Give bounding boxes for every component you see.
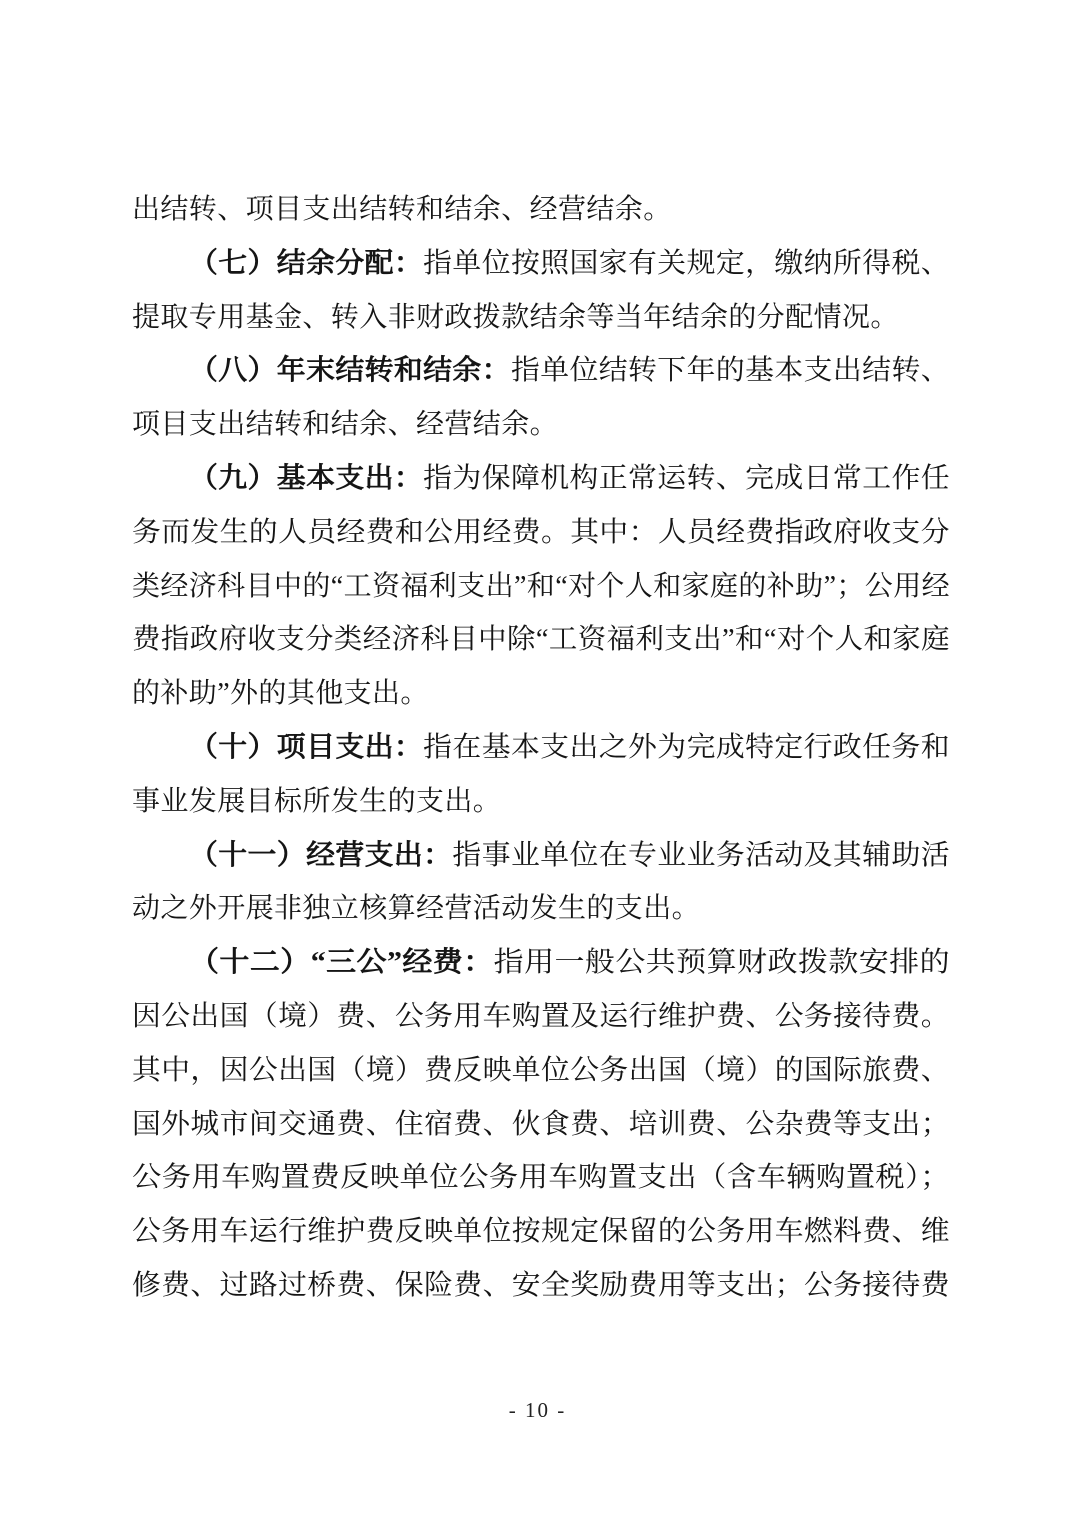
text-line xyxy=(132,1098,950,1152)
text-line-content xyxy=(132,613,950,667)
text-line-content xyxy=(132,1151,950,1205)
paragraph xyxy=(132,183,950,237)
text-line xyxy=(132,452,950,506)
paragraph-text: 公务用车运行维护费反映单位按规定保留的公务用车燃料费、维 xyxy=(132,1216,950,1248)
paragraph-lead: （十一）经营支出： xyxy=(189,839,453,871)
text-line-content xyxy=(132,1205,950,1259)
text-line-content xyxy=(189,936,950,990)
text-line xyxy=(132,1044,950,1098)
text-line-content xyxy=(132,1044,950,1098)
paragraph-text: 指单位按照国家有关规定，缴纳所得税、 xyxy=(423,247,951,279)
text-line-content xyxy=(132,1259,950,1313)
paragraph-text: 费指政府收支分类经济科目中除“工资福利支出”和“对个人和家庭 xyxy=(132,624,950,656)
text-line xyxy=(132,1205,950,1259)
paragraph xyxy=(132,237,950,345)
text-line xyxy=(132,183,950,237)
text-line xyxy=(132,882,950,936)
paragraph-text: 指在基本支出之外为完成特定行政任务和 xyxy=(423,731,951,763)
text-line-content xyxy=(132,775,501,829)
text-line xyxy=(132,829,950,883)
text-line xyxy=(132,1151,950,1205)
text-line-content xyxy=(132,990,950,1044)
text-line xyxy=(132,990,950,1044)
paragraph xyxy=(132,344,950,452)
text-line-content xyxy=(189,829,950,883)
text-line-content xyxy=(132,506,950,560)
paragraph-text: 修费、过路过桥费、保险费、安全奖励费用等支出；公务接待费 xyxy=(132,1269,950,1301)
paragraph-text: 指为保障机构正常运转、完成日常工作任 xyxy=(423,462,951,494)
paragraph xyxy=(132,829,950,937)
text-line-content xyxy=(189,344,950,398)
paragraph-text: 公务用车购置费反映单位公务用车购置支出（含车辆购置税）； xyxy=(132,1162,950,1194)
paragraph-text: 指事业单位在专业业务活动及其辅助活 xyxy=(452,839,951,871)
text-line xyxy=(132,936,950,990)
paragraph-text: 其中，因公出国（境）费反映单位公务出国（境）的国际旅费、 xyxy=(132,1054,950,1086)
paragraph xyxy=(132,721,950,829)
paragraph-text: 提取专用基金、转入非财政拨款结余等当年结余的分配情况。 xyxy=(132,301,899,333)
paragraph-text: 指单位结转下年的基本支出结转、 xyxy=(510,355,951,387)
paragraph-lead: （十二）“三公”经费： xyxy=(189,947,494,979)
text-line xyxy=(132,344,950,398)
text-line xyxy=(132,775,950,829)
text-line-content xyxy=(132,1098,950,1152)
text-line-content xyxy=(132,291,899,345)
paragraph-text: 的补助”外的其他支出。 xyxy=(132,678,429,710)
text-line-content xyxy=(132,667,429,721)
page-footer xyxy=(0,1396,1075,1424)
paragraph-text: 项目支出结转和结余、经营结余。 xyxy=(132,409,559,441)
text-line xyxy=(132,1259,950,1313)
text-line xyxy=(132,613,950,667)
text-line-content xyxy=(132,882,700,936)
paragraph-text: 因公出国（境）费、公务用车购置及运行维护费、公务接待费。 xyxy=(132,1000,950,1032)
text-line-content xyxy=(189,237,950,291)
text-line-content xyxy=(189,452,950,506)
paragraph xyxy=(132,452,950,721)
text-line xyxy=(132,721,950,775)
text-line xyxy=(132,237,950,291)
text-line-content xyxy=(132,560,950,614)
text-line xyxy=(132,506,950,560)
text-line-content xyxy=(132,183,672,237)
paragraph-lead: （八）年末结转和结余： xyxy=(189,355,511,387)
paragraph-lead: （九）基本支出： xyxy=(189,462,424,494)
text-line xyxy=(132,560,950,614)
text-line-content xyxy=(132,398,558,452)
paragraph-text: 务而发生的人员经费和公用经费。其中：人员经费指政府收支分 xyxy=(132,516,950,548)
paragraph-text: 指用一般公共预算财政拨款安排的 xyxy=(493,947,950,979)
paragraph-text: 国外城市间交通费、住宿费、伙食费、培训费、公杂费等支出； xyxy=(132,1108,950,1140)
text-line xyxy=(132,291,950,345)
paragraph xyxy=(132,936,950,1313)
page-number: - 10 - xyxy=(508,1398,567,1422)
paragraph-text: 出结转、项目支出结转和结余、经营结余。 xyxy=(132,194,672,225)
paragraph-text: 动之外开展非独立核算经营活动发生的支出。 xyxy=(132,893,701,925)
text-line-content xyxy=(189,721,950,775)
paragraph-text: 类经济科目中的“工资福利支出”和“对个人和家庭的补助”；公用经 xyxy=(132,570,950,602)
text-line xyxy=(132,667,950,721)
paragraph-text: 事业发展目标所发生的支出。 xyxy=(132,785,502,817)
paragraph-lead: （十）项目支出： xyxy=(189,731,424,763)
paragraph-lead: （七）结余分配： xyxy=(189,247,424,279)
text-line xyxy=(132,398,950,452)
document-body xyxy=(132,183,950,1313)
